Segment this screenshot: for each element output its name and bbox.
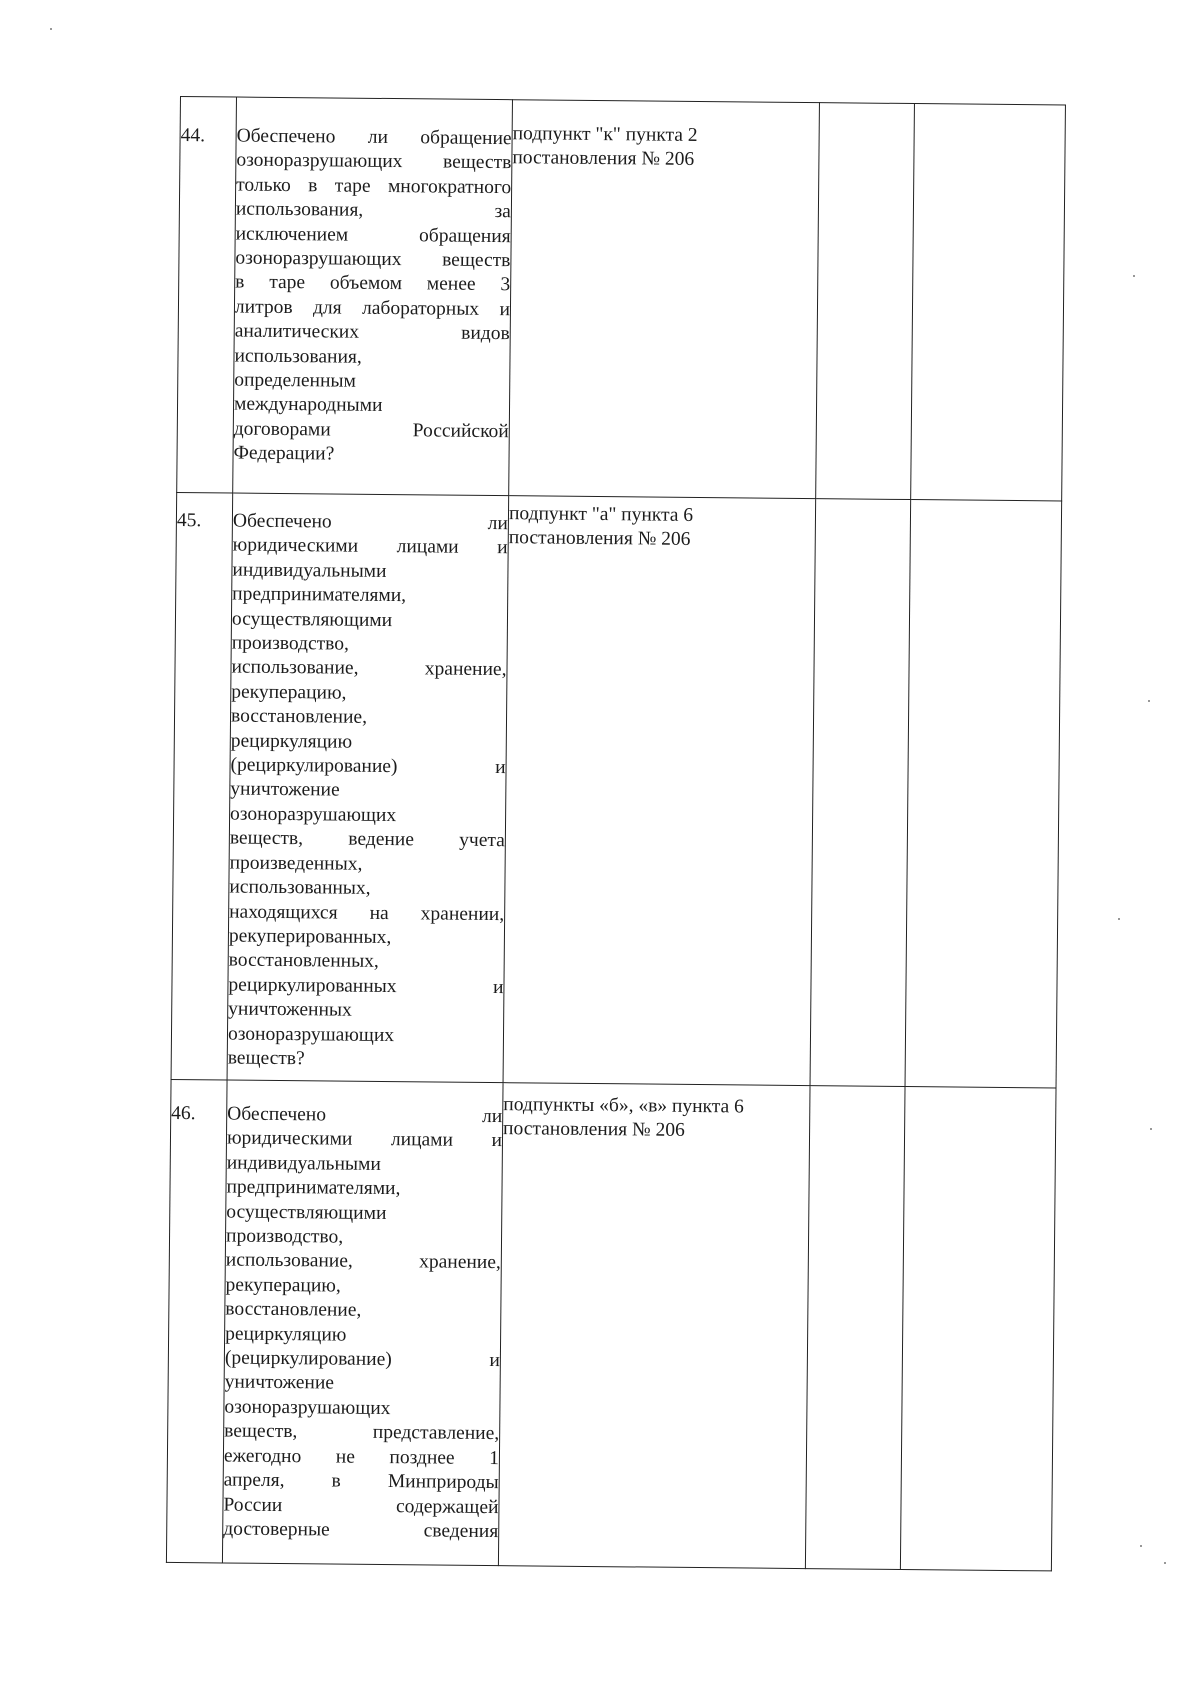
question-line: восстановленных,: [228, 949, 379, 973]
question-line: аналитических видов: [234, 320, 510, 345]
question-line: озоноразрушающих: [227, 1023, 395, 1046]
table-row: [166, 1079, 1056, 1570]
question-line: литров для лабораторных и: [234, 296, 511, 321]
question-line: предпринимателями,: [226, 1176, 401, 1200]
question-line: (рециркулирование) и: [224, 1347, 500, 1372]
question-line: Федерации?: [233, 442, 335, 465]
empty-cell: [905, 500, 1062, 1088]
question-line: производство,: [231, 632, 349, 655]
question-line: произведенных,: [229, 852, 363, 875]
question-line: достоверные сведения: [223, 1518, 499, 1543]
question-line: уничтожение: [230, 778, 340, 802]
question-line: веществ, ведение учета: [229, 827, 505, 852]
scan-speck: [1150, 1128, 1152, 1130]
legal-reference: [498, 1083, 810, 1569]
question-line: индивидуальными: [226, 1152, 381, 1175]
question-line: осуществляющими: [226, 1201, 387, 1224]
question-line: ежегодно не позднее 1: [223, 1445, 500, 1469]
question-line: рекуперацию,: [225, 1274, 341, 1297]
question-line: использование, хранение,: [231, 656, 507, 681]
scan-speck: [1118, 918, 1120, 920]
empty-cell: [810, 499, 911, 1087]
scan-speck: [1164, 1562, 1166, 1564]
question-line: озоноразрушающих: [224, 1396, 391, 1419]
question-line: юридическими лицами и: [232, 534, 508, 559]
question-line: рекуперированных,: [228, 925, 392, 948]
empty-cell: [900, 1087, 1056, 1571]
table-row: [171, 492, 1062, 1087]
question-line: веществ?: [227, 1047, 305, 1070]
reference-line: подпункт "а" пункта 6: [508, 503, 694, 526]
reference-line: подпункт "к" пункта 2: [512, 123, 698, 146]
question-line: производство,: [225, 1225, 344, 1248]
question-line: Обеспечено ли: [227, 1103, 503, 1128]
question-line: рециркулированных и: [228, 974, 504, 998]
empty-cell: [911, 104, 1066, 501]
question-line: озоноразрушающих веществ: [236, 149, 512, 174]
question-text: [222, 1080, 503, 1566]
question-line: использования,: [234, 345, 362, 368]
question-line: (рециркулирование) и: [230, 754, 506, 779]
row-number: 45.: [171, 492, 233, 1080]
question-line: уничтоженных: [228, 998, 352, 1021]
question-line: рециркуляцию: [230, 730, 353, 753]
row-number: 46.: [166, 1079, 227, 1563]
row-number: 44.: [177, 97, 237, 494]
legal-reference: [509, 100, 820, 499]
reference-line: постановления № 206: [512, 147, 695, 171]
question-line: только в таре многократного: [236, 174, 512, 198]
question-line: апреля, в Минприроды: [223, 1469, 499, 1494]
reference-line: подпункты «б», «в» пункта 6: [503, 1094, 744, 1118]
question-line: в таре объемом менее 3: [235, 271, 511, 296]
question-line: Обеспечено ли обращение: [236, 125, 512, 150]
question-line: озоноразрушающих: [230, 803, 397, 826]
question-line: исключением обращения: [235, 223, 511, 247]
question-line: рециркуляцию: [225, 1323, 347, 1346]
empty-cell: [816, 103, 915, 500]
question-line: осуществляющими: [231, 608, 393, 631]
reference-line: постановления № 206: [502, 1118, 685, 1142]
legal-reference: [503, 496, 816, 1086]
table-row: [177, 97, 1066, 501]
scan-speck: [1148, 700, 1150, 702]
scan-speck: [1133, 275, 1135, 277]
question-line: находящихся на хранении,: [229, 901, 505, 925]
scan-speck: [1140, 1545, 1142, 1547]
scan-speck: [50, 28, 52, 30]
question-line: определенным: [234, 369, 356, 392]
question-line: России содержащей: [223, 1493, 499, 1518]
question-line: веществ, представление,: [224, 1420, 500, 1445]
question-line: использования, за: [235, 198, 512, 223]
question-line: использованных,: [229, 876, 371, 899]
question-text: [227, 493, 509, 1083]
question-line: индивидуальными: [232, 559, 387, 582]
question-line: озоноразрушающих веществ: [235, 247, 511, 272]
question-line: договорами Российской: [233, 418, 509, 443]
question-line: использование, хранение,: [225, 1249, 501, 1274]
question-line: восстановление,: [225, 1298, 362, 1322]
checklist-table: [166, 96, 1066, 1571]
question-line: рекуперацию,: [231, 681, 347, 704]
question-line: международными: [233, 394, 383, 417]
question-line: предпринимателями,: [232, 583, 407, 607]
empty-cell: [805, 1086, 905, 1570]
question-line: уничтожение: [224, 1371, 335, 1395]
question-text: [233, 97, 513, 496]
reference-line: постановления № 206: [508, 527, 691, 551]
question-line: восстановление,: [230, 705, 368, 729]
question-line: юридическими лицами и: [226, 1127, 503, 1152]
question-line: Обеспечено ли: [232, 510, 509, 535]
